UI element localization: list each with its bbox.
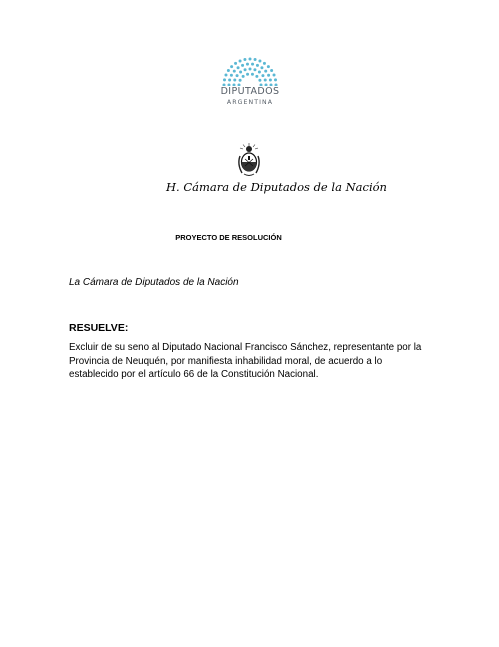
arc-dot xyxy=(230,65,233,68)
arc-dot xyxy=(236,74,239,77)
arc-dot xyxy=(239,71,242,74)
arc-dot xyxy=(261,74,264,77)
arc-dot xyxy=(260,66,263,69)
arc-dot xyxy=(269,78,272,81)
arc-dot xyxy=(267,65,270,68)
arc-dot xyxy=(256,64,259,67)
arc-dot xyxy=(258,71,261,74)
chamber-seal-block xyxy=(166,142,387,202)
arc-dot xyxy=(249,68,252,71)
arc-dot xyxy=(258,59,261,62)
national-coat-of-arms-icon xyxy=(236,142,262,178)
parliament-arc-icon xyxy=(222,56,278,86)
arc-dot xyxy=(233,70,236,73)
arc-dot xyxy=(230,74,233,77)
arc-dot xyxy=(251,73,254,76)
arc-dot xyxy=(227,69,230,72)
arc-dot xyxy=(237,66,240,69)
arc-dot xyxy=(224,74,227,77)
arc-dot xyxy=(254,58,257,61)
arc-dot xyxy=(251,63,254,66)
arc-dot xyxy=(270,69,273,72)
arc-dot xyxy=(233,79,236,82)
chamber-name: H. Cámara de Diputados de la Nación xyxy=(166,180,387,194)
arc-dot xyxy=(249,58,252,61)
arc-dot xyxy=(243,58,246,61)
arc-dot xyxy=(267,74,270,77)
arc-dot xyxy=(264,70,267,73)
arc-dot xyxy=(255,75,258,78)
resolves-heading: RESUELVE: xyxy=(69,322,129,334)
logo-name: DIPUTADOS xyxy=(220,86,280,97)
diputados-logo xyxy=(210,56,290,116)
arc-dot xyxy=(241,64,244,67)
arc-dot xyxy=(246,63,249,66)
logo-country: ARGENTINA xyxy=(226,99,274,106)
arc-dot xyxy=(246,73,249,76)
arc-dot xyxy=(234,62,237,65)
arc-dot xyxy=(264,79,267,82)
document-intro: La Cámara de Diputados de la Nación xyxy=(69,277,239,288)
arc-dot xyxy=(223,78,226,81)
arc-dot xyxy=(274,78,277,81)
arc-dot xyxy=(263,62,266,65)
arc-dot xyxy=(228,78,231,81)
arc-dot xyxy=(253,68,256,71)
arc-dot xyxy=(273,74,276,77)
document-title: PROYECTO DE RESOLUCIÓN xyxy=(175,233,282,242)
resolution-body: Excluir de su seno al Diputado Nacional Francisco Sánchez, representante por la Provincia de Neuquén, por manifiesta inhabilidad moral, de acuerdo a lo establecido por el artículo 66 de la Constitución Nacional. xyxy=(69,342,422,380)
arc-dot xyxy=(242,75,245,78)
arc-dot xyxy=(258,79,261,82)
arc-dot xyxy=(244,68,247,71)
arc-dot xyxy=(239,59,242,62)
arc-dot xyxy=(239,79,242,82)
